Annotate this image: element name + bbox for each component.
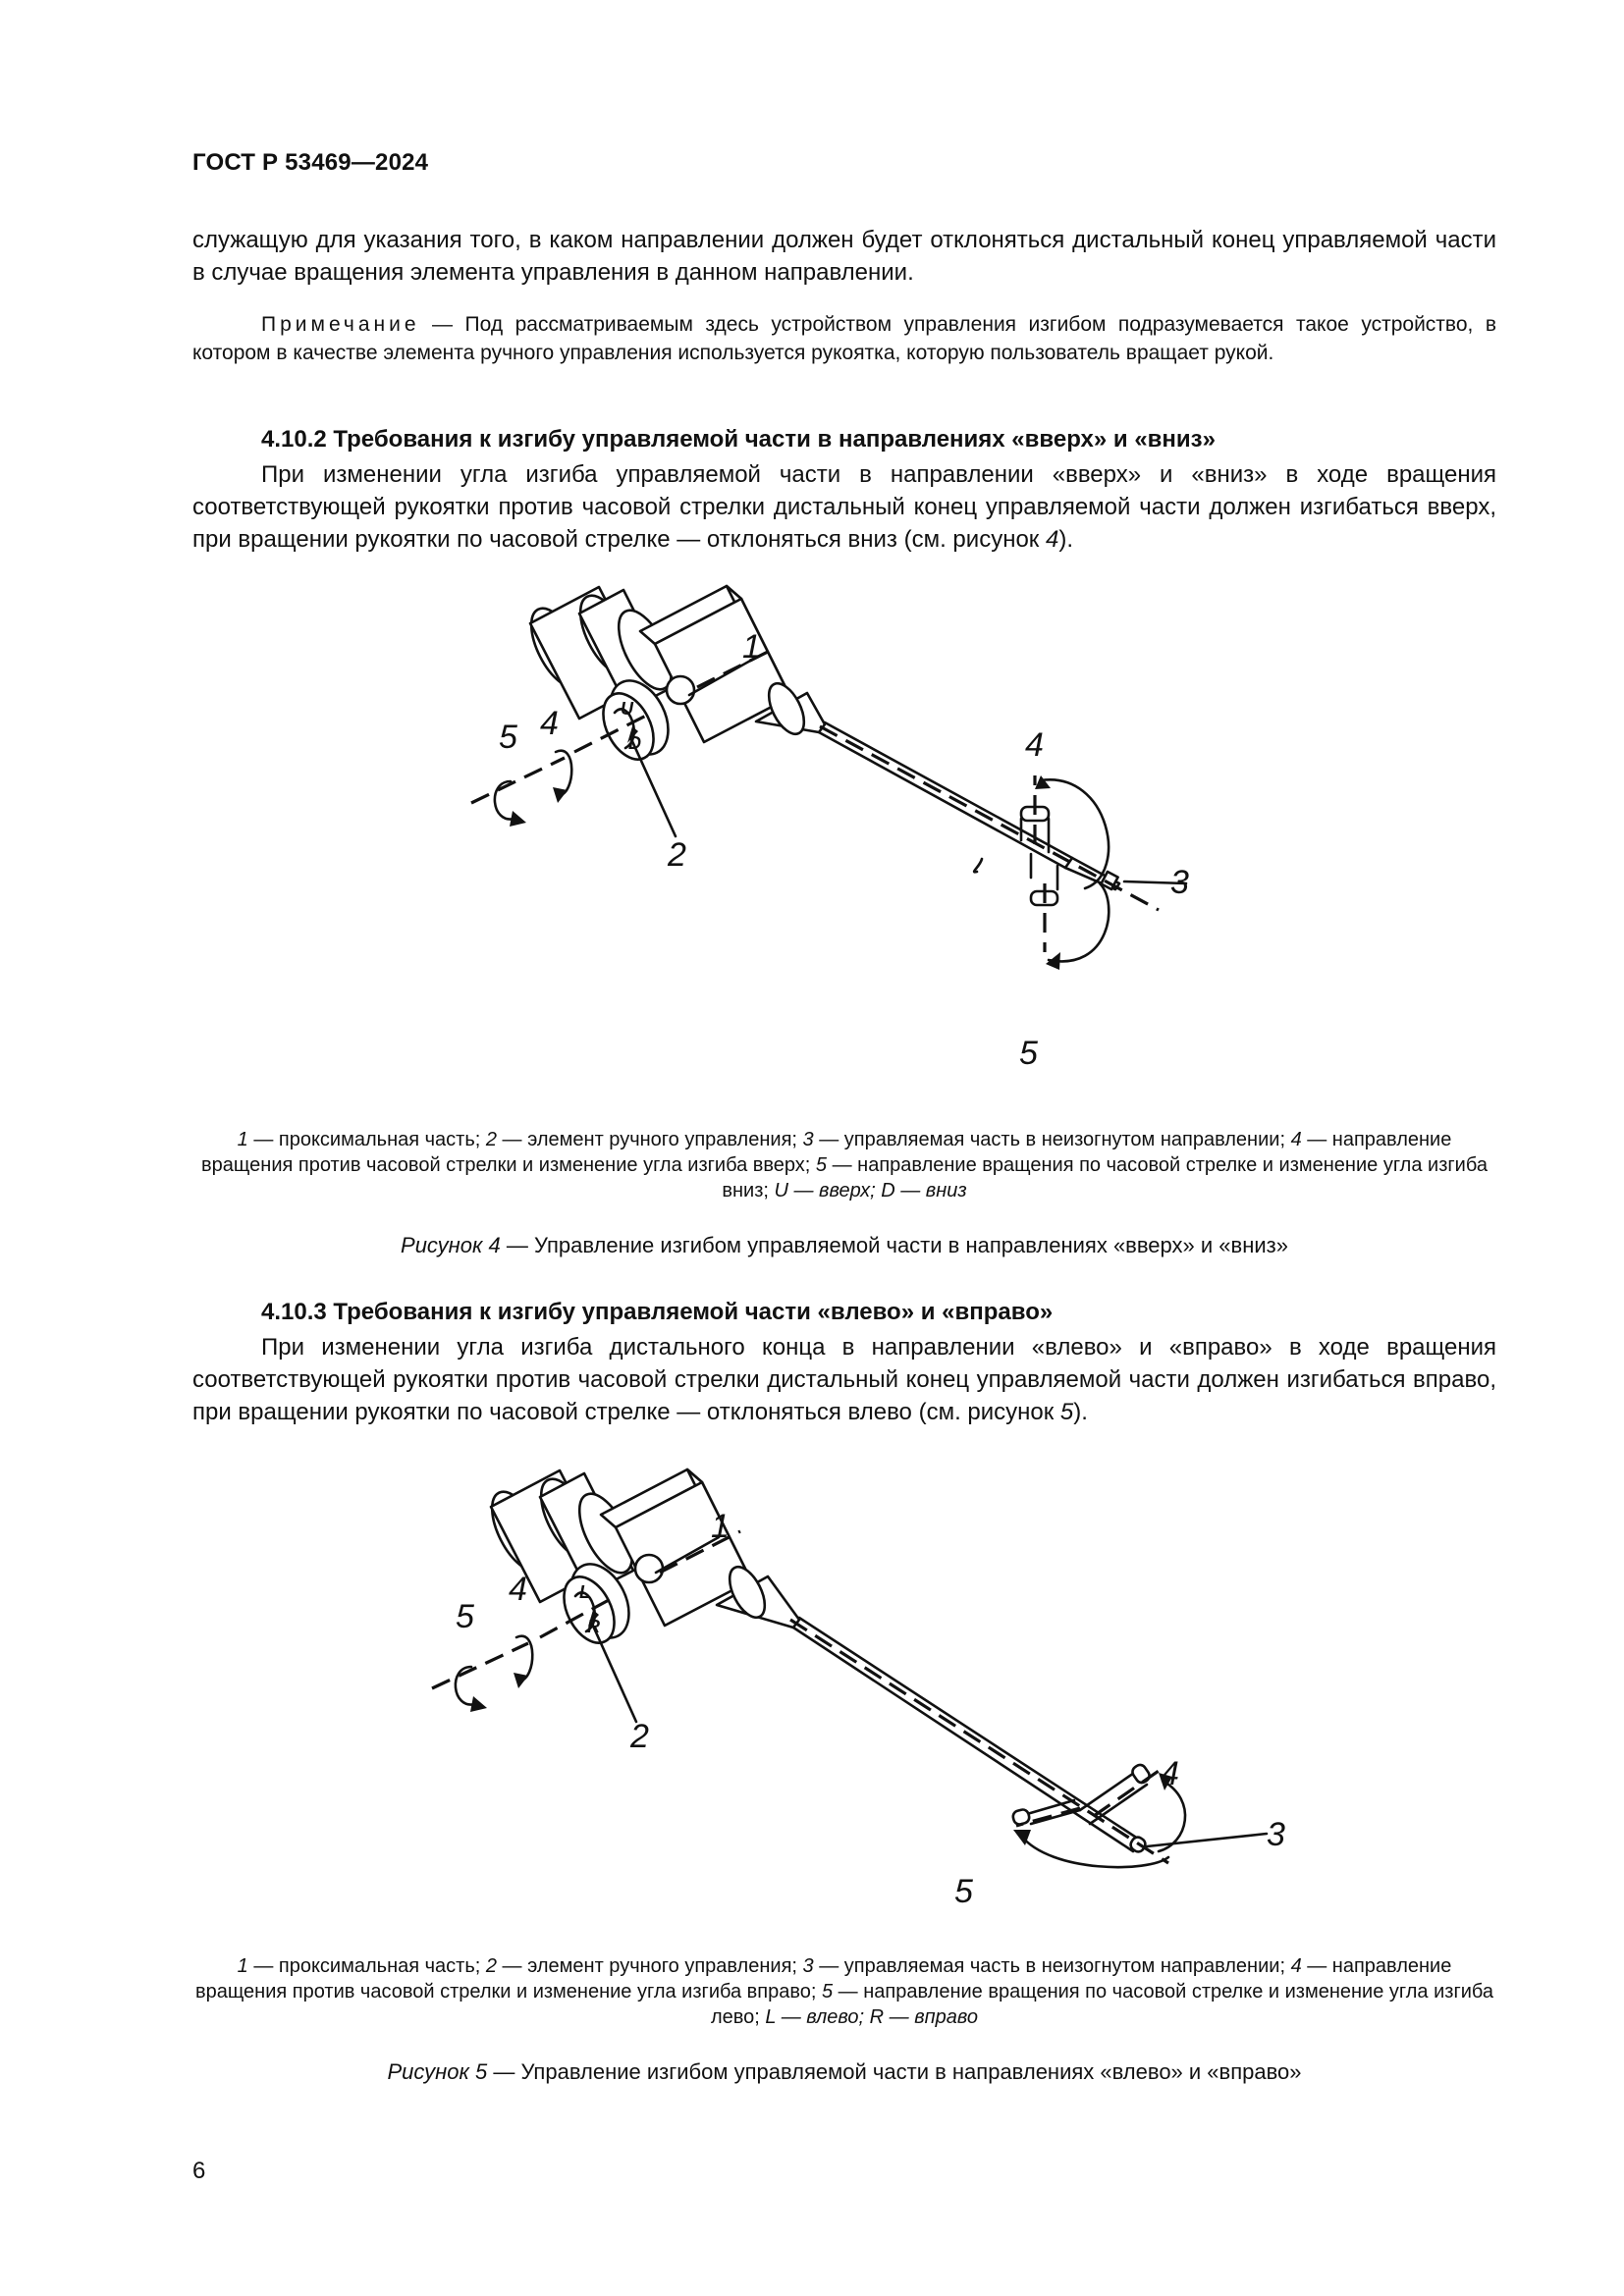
figure-5-caption: [192, 2059, 1496, 2085]
legend-tail: U — вверх; D — вниз: [774, 1180, 967, 1201]
label-5-rotation: 5: [456, 1598, 474, 1635]
figure-4-caption: [192, 1233, 1496, 1258]
section-text-end: ).: [1058, 526, 1073, 553]
rotation-arrows: [456, 1592, 1185, 1867]
section-text: При изменении угла изгиба дистального конца в направлении «влево» и «вправо» в ходе вращения соответствующей рукоятки против часовой стрелки дистальный конец управляемой части должен изгибаться вправо, при вращении рукоятки по часовой стрелке — отклоняться влево (см. рисунок: [192, 1334, 1496, 1425]
knob-label-bottom: D: [628, 733, 641, 753]
knob-label-top: U: [621, 699, 633, 719]
label-5-rotation: 5: [499, 719, 517, 756]
legend-num: 2: [485, 1129, 497, 1150]
figure-4-legend: [192, 1127, 1496, 1203]
knob-label-bottom: R: [587, 1617, 600, 1636]
legend-num: 1: [237, 1955, 248, 1977]
label-2: 2: [668, 836, 686, 874]
figure-4-drawing: [432, 589, 1237, 1080]
section-text-end: ).: [1073, 1399, 1088, 1425]
legend-num: 4: [1290, 1955, 1302, 1977]
caption-label: Рисунок 5: [387, 2059, 488, 2084]
note-text: — Под рассматриваемым здесь устройством управления изгибом подразумевается такое устройство, в котором в качестве элемента ручного управления используется рукоятка, которую пользователь вращает рукой.: [192, 313, 1496, 364]
rotation-arrows: [495, 709, 1109, 970]
label-4-rotation: 4: [509, 1571, 527, 1608]
label-5-bend: 5: [954, 1873, 973, 1910]
legend-text: — управляемая часть в неизогнутом направлении;: [813, 1955, 1291, 1977]
legend-num: 4: [1290, 1129, 1302, 1150]
section-heading-4-10-3: 4.10.3 Требования к изгибу управляемой части «влево» и «вправо»: [261, 1299, 1054, 1325]
legend-text: — элемент ручного управления;: [496, 1129, 803, 1150]
intro-paragraph: служащую для указания того, в каком направлении должен будет отклоняться дистальный конец управляемой части в случае вращения элемента управления в данном направлении.: [192, 227, 1496, 286]
legend-tail: L — влево; R — вправо: [765, 2006, 979, 2028]
section-text: При изменении угла изгиба управляемой части в направлении «вверх» и «вниз» в ходе вращения соответствующей рукоятки против часовой стрелки дистальный конец управляемой части должен изгибаться вверх, при вращении рукоятки по часовой стрелке — отклоняться вниз (см. рисунок: [192, 461, 1496, 553]
caption-text: — Управление изгибом управляемой части в направлениях «влево» и «вправо»: [487, 2059, 1302, 2084]
caption-label: Рисунок 4: [401, 1233, 501, 1257]
figure-reference: 5: [1059, 1399, 1074, 1425]
insertion-tube-drawing: [819, 722, 1119, 905]
legend-num: 2: [485, 1955, 497, 1977]
label-3: 3: [1170, 864, 1189, 901]
page-number: 6: [192, 2158, 206, 2184]
label-1: 1: [711, 1508, 730, 1545]
legend-text: — направление вращения против часовой стрелки и изменение угла изгиба вверх;: [201, 1129, 1452, 1176]
note-label: Примечание: [261, 313, 420, 336]
figure-5-drawing: [403, 1470, 1285, 1932]
label-4-rotation: 4: [540, 705, 559, 742]
legend-text: — направление вращения по часовой стрелке и изменение угла изгиба лево;: [710, 1981, 1494, 2028]
caption-text: — Управление изгибом управляемой части в направлениях «вверх» и «вниз»: [500, 1233, 1288, 1257]
section-paragraph-4-10-3: [192, 1331, 1496, 1428]
label-1: 1: [742, 628, 761, 666]
knob-label-top: L: [579, 1582, 590, 1602]
legend-text: — проксимальная часть;: [247, 1955, 486, 1977]
label-5-bend: 5: [1019, 1035, 1038, 1072]
legend-num: 3: [802, 1129, 814, 1150]
label-4-bend: 4: [1161, 1755, 1179, 1792]
legend-num: 5: [822, 1981, 834, 2002]
legend-num: 5: [815, 1154, 828, 1176]
label-3: 3: [1267, 1816, 1285, 1853]
legend-text: — управляемая часть в неизогнутом направлении;: [813, 1129, 1291, 1150]
proximal-part-drawing: [481, 1469, 799, 1651]
document-code: ГОСТ Р 53469—2024: [192, 149, 429, 176]
section-heading-4-10-2: 4.10.2 Требования к изгибу управляемой части в направлениях «вверх» и «вниз»: [261, 426, 1216, 453]
section-paragraph-4-10-2: [192, 458, 1496, 556]
figure-5-legend: [192, 1953, 1496, 2030]
figure-reference: 4: [1045, 526, 1059, 553]
note-paragraph: [192, 310, 1496, 367]
legend-num: 1: [237, 1129, 248, 1150]
label-4-bend: 4: [1025, 726, 1044, 764]
legend-text: — элемент ручного управления;: [496, 1955, 803, 1977]
label-2: 2: [630, 1718, 649, 1755]
legend-text: — направление вращения по часовой стрелке и изменение угла изгиба вниз;: [722, 1154, 1488, 1201]
legend-text: — направление вращения против часовой стрелки и изменение угла изгиба вправо;: [194, 1955, 1452, 2002]
legend-text: — проксимальная часть;: [247, 1129, 486, 1150]
legend-num: 3: [802, 1955, 814, 1977]
proximal-part-drawing: [520, 586, 825, 768]
